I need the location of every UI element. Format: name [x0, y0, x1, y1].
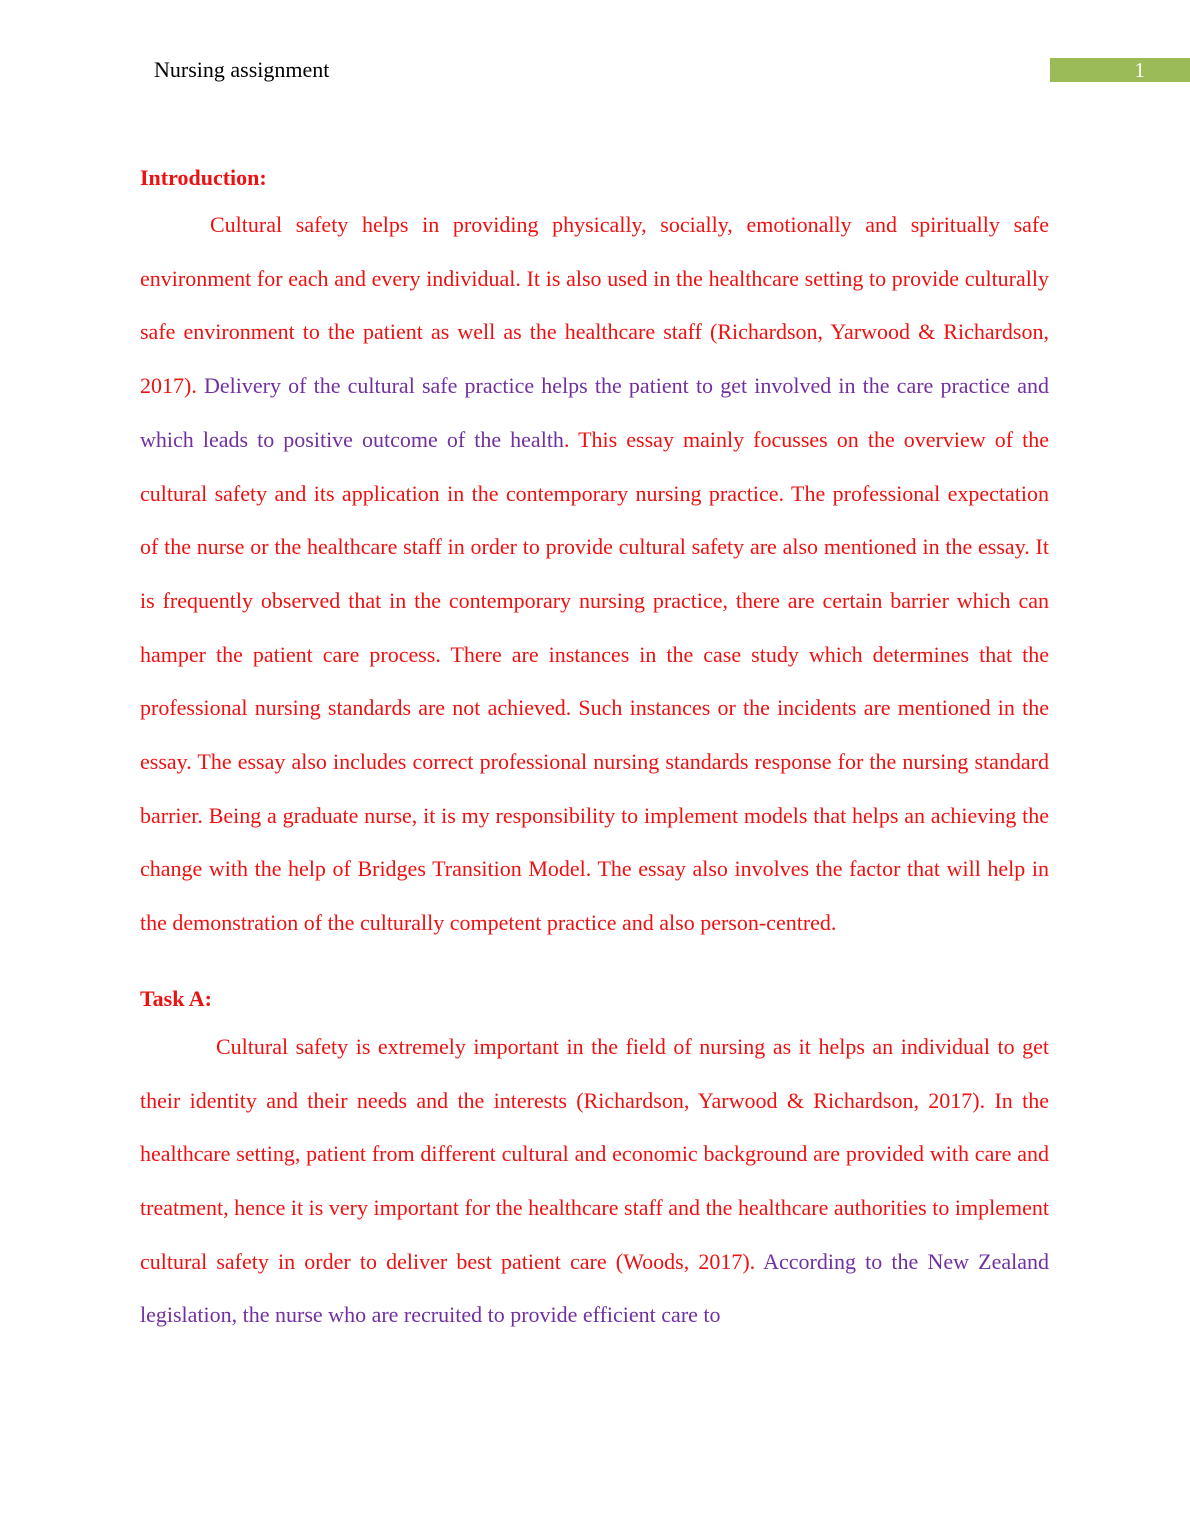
document-body [140, 160, 1049, 1342]
task-a-text-part-1: Cultural safety is extremely important in the field of nursing as it helps an individual to get their identity and their needs and the interests (Richardson, Yarwood & Richardson, 2017). In the healthcare setting, patient from different cultural and economic background are provided with care and treatment, hence it is very important for the healthcare staff and the healthcare authorities to implement cultural safety in order to deliver best patient care (Woods, 2017). [140, 1033, 1049, 1274]
introduction-paragraph [140, 198, 1049, 950]
page-number-badge: 1 [1050, 58, 1190, 82]
intro-text-part-2: . This essay mainly focusses on the overview of the cultural safety and its application in the contemporary nursing practice. The professional expectation of the nurse or the healthcare staff in order to provide cultural safety are also mentioned in the essay. It is frequently observed that in the contemporary nursing practice, there are certain barrier which can hamper the patient care process. There are instances in the case study which determines that the professional nursing standards are not achieved. Such instances or the incidents are mentioned in the essay. The essay also includes correct professional nursing standards response for the nursing standard barrier. Being a graduate nurse, it is my responsibility to implement models that helps an achieving the change with the help of Bridges Transition Model. The essay also involves the factor that will help in the demonstration of the culturally competent practice and also person-centred. [140, 426, 1049, 936]
introduction-heading: Introduction: [140, 165, 267, 190]
intro-text-highlight: Delivery of the cultural safe practice helps the patient to get involved in the care practice and which leads to positive outcome of the health [140, 373, 1049, 452]
task-a-paragraph [140, 1020, 1049, 1342]
running-header-title: Nursing assignment [154, 57, 330, 82]
task-a-text-highlight: According to the New Zealand legislation, the nurse who are recruited to provide efficient care to [140, 1248, 1049, 1328]
intro-text-part-1: Cultural safety helps in providing physically, socially, emotionally and spiritually safe environment for each and every individual. It is also used in the healthcare setting to provide culturally safe environment to the patient as well as the healthcare staff (Richardson, Yarwood & Richardson, 2017). [140, 212, 1049, 399]
task-a-heading: Task A: [140, 985, 212, 1011]
